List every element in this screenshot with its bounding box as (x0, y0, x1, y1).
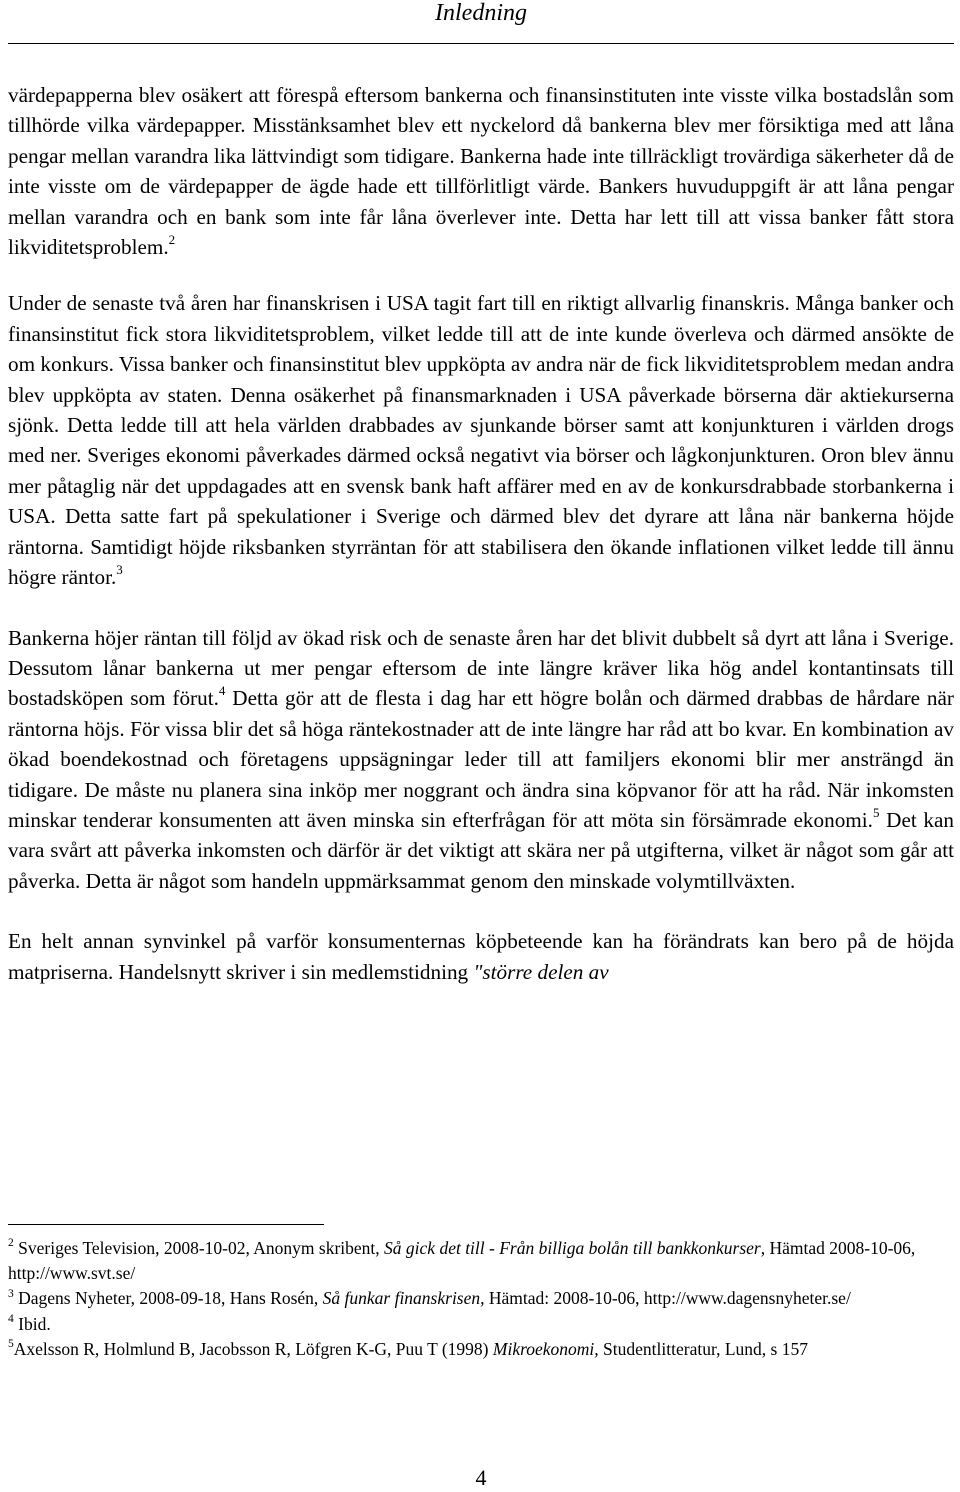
footnote-text: Studentlitteratur, Lund, s 157 (598, 1338, 808, 1359)
footnote-ref: 2 (168, 231, 176, 247)
footnote-ref: 3 (116, 562, 123, 578)
footnote-2 (8, 1236, 954, 1286)
footnote-title: Så gick det till - Från billiga bolån till bankkonkurser (384, 1238, 761, 1258)
footnote-text: Ibid. (13, 1313, 51, 1334)
page-number: 4 (475, 1465, 487, 1490)
running-header: Inledning (435, 0, 527, 26)
paragraph-gap (8, 262, 954, 288)
paragraph-1 (8, 80, 954, 262)
quote-text: "större delen av (473, 959, 609, 984)
footnote-number: 4 (8, 1312, 14, 1325)
paragraph-text: värdepapperna blev osäkert att förespå eftersom bankerna och finansinstituten inte visste vilka bostadslån som tillhörde vilka värdepapper. Misstänksamhet blev ett nyckelord då bankerna blev mer försiktiga med att låna pengar mellan varandra lika lättvindigt som tidigare. Bankerna hade inte tillräckligt trovärdiga säkerheter då de inte visste om de värdepapper de ägde hade ett tillförlitligt värde. Bankers huvuduppgift är att låna pengar mellan varandra och en bank som inte får låna överlever inte. Detta har lett till att vissa banker fått stora likviditetsproblem. (8, 83, 954, 260)
footnote-text: Axelsson R, Holmlund B, Jacobsson R, Löfgren K-G, Puu T (1998) (13, 1338, 493, 1359)
footnotes (8, 1236, 954, 1362)
paragraph-text: Under de senaste två åren har finanskrisen i USA tagit fart till en riktigt allvarlig finanskris. Många banker och finansinstitut fick stora likviditetsproblem, vilket ledde till att de inte kunde överleva och därmed ansökte de om konkurs. Vissa banker och finansinstitut blev uppköpta av andra när de fick likviditetsproblem medan andra blev uppköpta av staten. Denna osäkerhet på finansmarknaden i USA påverkade börserna där aktiekurserna sjönk. Detta ledde till att hela världen drabbades av sjunkande börser samt att konjunkturen i världen drogs med ner. Sveriges ekonomi påverkades därmed också negativt via börser och lågkonjunkturen. Oron blev ännu mer påtaglig när det uppdagades att en svensk bank haft affärer med en av de konkursdrabbade storbankerna i USA. Detta satte fart på spekulationer i Sverige och därmed blev det dyrare att låna när bankerna höjde räntorna. Samtidigt höjde riksbanken styrräntan för att stabilisera den ökande inflationen vilket ledde till ännu högre räntor. (8, 291, 954, 590)
footnote-3 (8, 1286, 954, 1311)
paragraph-text: Det kan vara svårt att påverka inkomsten och därför är det viktigt att skära ner på utgifterna, vilket är något som går att påverka. Detta är något som handeln uppmärksammat genom den minskade volymtillväxten. (8, 807, 954, 893)
footnote-number: 5 (8, 1337, 14, 1350)
paragraph-gap (8, 896, 954, 926)
paragraph-text: Detta gör att de flesta i dag har ett högre bolån och därmed drabbas de hårdare när räntorna höjs. För vissa blir det så höga räntekostnader att de inte längre har råd att bo kvar. En kombination av ökad boendekostnad och företagens uppsägningar leder till att familjers ekonomi blir mer ansträngd än tidigare. De måste nu planera sina inköp mer noggrant och ändra sina köpvanor för att ha råd. När inkomsten minskar tenderar konsumenten att även minska sin efterfrågan för att möta sin försämrade ekonomi. (8, 686, 954, 832)
footnote-text: Sveriges Television, 2008-10-02, Anonym skribent, (13, 1238, 385, 1258)
paragraph-gap (8, 593, 954, 623)
paragraph-text: Bankerna höjer räntan till följd av ökad risk och de senaste åren har det blivit dubbelt så dyrt att låna i Sverige. Dessutom lånar bankerna ut mer pengar eftersom de inte längre kräver lika hög andel kontantinsats till bostadsköpen som förut. (8, 625, 954, 711)
footnote-4 (8, 1312, 954, 1337)
paragraph-2 (8, 288, 954, 592)
paragraph-3 (8, 623, 954, 897)
footnote-ref: 4 (218, 683, 226, 699)
footnote-number: 2 (8, 1237, 14, 1250)
footnote-text: Dagens Nyheter, 2008-09-18, Hans Rosén, (13, 1288, 323, 1309)
document-page (8, 0, 954, 1490)
footnote-title: Mikroekonomi, (492, 1338, 599, 1359)
body-text (8, 80, 954, 987)
footnote-separator (8, 1224, 324, 1225)
footnote-5 (8, 1337, 954, 1362)
paragraph-4 (8, 926, 954, 987)
footnote-text: , Hämtad 2008-10-06, http://www.svt.se/ (8, 1238, 916, 1284)
footnote-number: 3 (8, 1287, 14, 1300)
footnote-title: Så funkar finanskrisen, (322, 1288, 485, 1309)
header-rule (8, 43, 954, 44)
footnote-text: Hämtad: 2008-10-06, http://www.dagensnyheter.se/ (484, 1288, 851, 1309)
paragraph-text: En helt annan synvinkel på varför konsumenternas köpbeteende kan ha förändrats kan bero på de höjda matpriserna. Handelsnytt skriver i sin medlemstidning (8, 929, 954, 984)
footnote-ref: 5 (872, 804, 880, 820)
